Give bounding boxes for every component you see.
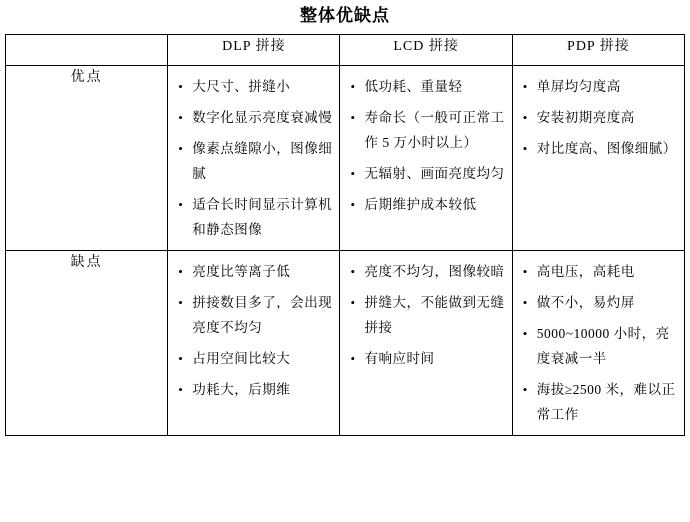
list-item: • 海拔≥2500 米，难以正常工作	[523, 377, 678, 427]
list-item: • 5000~10000 小时，亮度衰减一半	[523, 321, 678, 371]
cell-cons-pdp	[512, 251, 684, 436]
column-header-lcd: LCD 拼接	[340, 35, 512, 66]
list-item: • 无辐射、画面亮度均匀	[350, 161, 505, 186]
list-item: • 数字化显示亮度衰减慢	[178, 105, 333, 130]
list-item: • 安装初期亮度高	[523, 105, 678, 130]
list-item: • 单屏均匀度高	[523, 74, 678, 99]
bullet-list	[168, 66, 339, 250]
list-item: • 低功耗、重量轻	[350, 74, 505, 99]
row-label-cons: 缺点	[6, 251, 168, 436]
column-header-pdp: PDP 拼接	[512, 35, 684, 66]
cell-cons-lcd	[340, 251, 512, 436]
column-header-dlp: DLP 拼接	[168, 35, 340, 66]
bullet-list	[513, 251, 684, 435]
table-row-cons	[6, 251, 685, 436]
table-row-pros	[6, 66, 685, 251]
list-item: • 后期维护成本较低	[350, 192, 505, 217]
list-item: • 占用空间比较大	[178, 346, 333, 371]
row-label-pros: 优点	[6, 66, 168, 251]
cell-pros-pdp	[512, 66, 684, 251]
table-corner-cell	[6, 35, 168, 66]
list-item: • 高电压，高耗电	[523, 259, 678, 284]
cell-pros-dlp	[168, 66, 340, 251]
comparison-table	[5, 34, 685, 436]
list-item: • 亮度不均匀，图像较暗	[350, 259, 505, 284]
bullet-list	[513, 66, 684, 169]
cell-pros-lcd	[340, 66, 512, 251]
list-item: • 大尺寸、拼缝小	[178, 74, 333, 99]
list-item: • 有响应时间	[350, 346, 505, 371]
list-item: • 功耗大，后期维	[178, 377, 333, 402]
table-header-row	[6, 35, 685, 66]
list-item: • 寿命长（一般可正常工作 5 万小时以上）	[350, 105, 505, 155]
list-item: • 适合长时间显示计算机和静态图像	[178, 192, 333, 242]
list-item: • 像素点缝隙小，图像细腻	[178, 136, 333, 186]
list-item: • 对比度高、图像细腻）	[523, 136, 678, 161]
list-item: • 拼接数目多了，会出现亮度不均匀	[178, 290, 333, 340]
page-title: 整体优缺点	[300, 6, 390, 25]
bullet-list	[340, 251, 511, 379]
list-item: • 做不小，易灼屏	[523, 290, 678, 315]
list-item: • 亮度比等离子低	[178, 259, 333, 284]
cell-cons-dlp	[168, 251, 340, 436]
bullet-list	[168, 251, 339, 410]
list-item: • 拼缝大，不能做到无缝拼接	[350, 290, 505, 340]
bullet-list	[340, 66, 511, 225]
